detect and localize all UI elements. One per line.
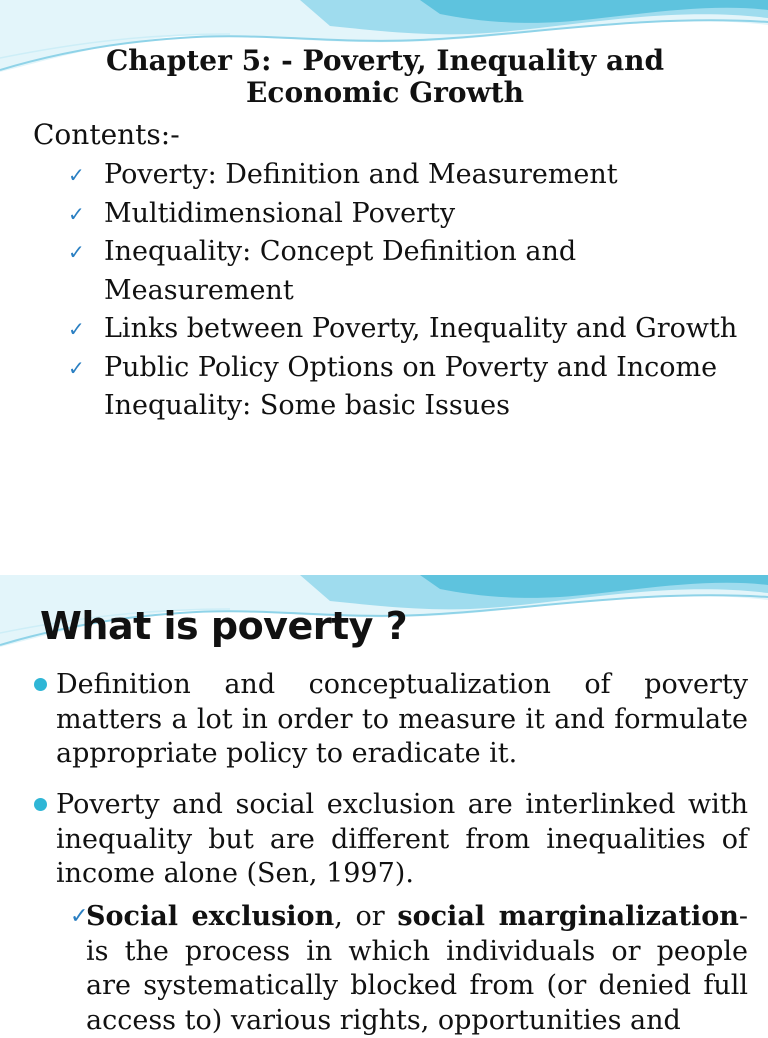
bullet-dot-icon: [34, 798, 47, 811]
checkmark-icon: ✓: [68, 163, 85, 187]
list-item: ✓ Poverty: Definition and Measurement: [68, 156, 758, 195]
term-social-exclusion: Social exclusion: [86, 901, 335, 932]
definition-text: - is the process in which individuals or people are systematically blocked from (or denied full access to) various rights, opportunities and: [86, 901, 748, 1036]
sub-bullet-paragraph: [70, 900, 748, 1038]
bullet-dot-icon: [34, 678, 47, 691]
list-item: ✓ Inequality: Concept Definition and Measurement: [68, 233, 758, 310]
bullet-paragraph: Definition and conceptualization of poverty matters a lot in order to measure it and formulate appropriate policy to eradicate it.: [56, 668, 748, 772]
checkmark-icon: ✓: [68, 240, 85, 264]
contents-label: Contents:-: [33, 118, 180, 151]
list-item: ✓ Links between Poverty, Inequality and Growth: [68, 310, 758, 349]
bullet-paragraph: Poverty and social exclusion are interlinked with inequality but are different from inequalities of income alone (Sen, 1997).: [56, 788, 748, 892]
checkmark-icon: ✓: [68, 317, 85, 341]
checkmark-icon: ✓: [68, 355, 85, 380]
list-item: ✓ Public Policy Options on Poverty and Income Inequality: Some basic Issues: [68, 349, 758, 426]
list-item: ✓ Multidimensional Poverty: [68, 195, 758, 234]
contents-list: [68, 156, 758, 426]
slide-title: What is poverty ?: [40, 604, 408, 648]
term-social-marginalization: social marginalization: [397, 901, 739, 932]
slide-separator: [0, 562, 768, 575]
checkmark-icon: ✓: [70, 904, 89, 929]
checkmark-icon: ✓: [68, 201, 85, 226]
slide-title: Chapter 5: - Poverty, Inequality and Economic Growth: [105, 44, 665, 109]
connector-text: , or: [334, 901, 398, 932]
